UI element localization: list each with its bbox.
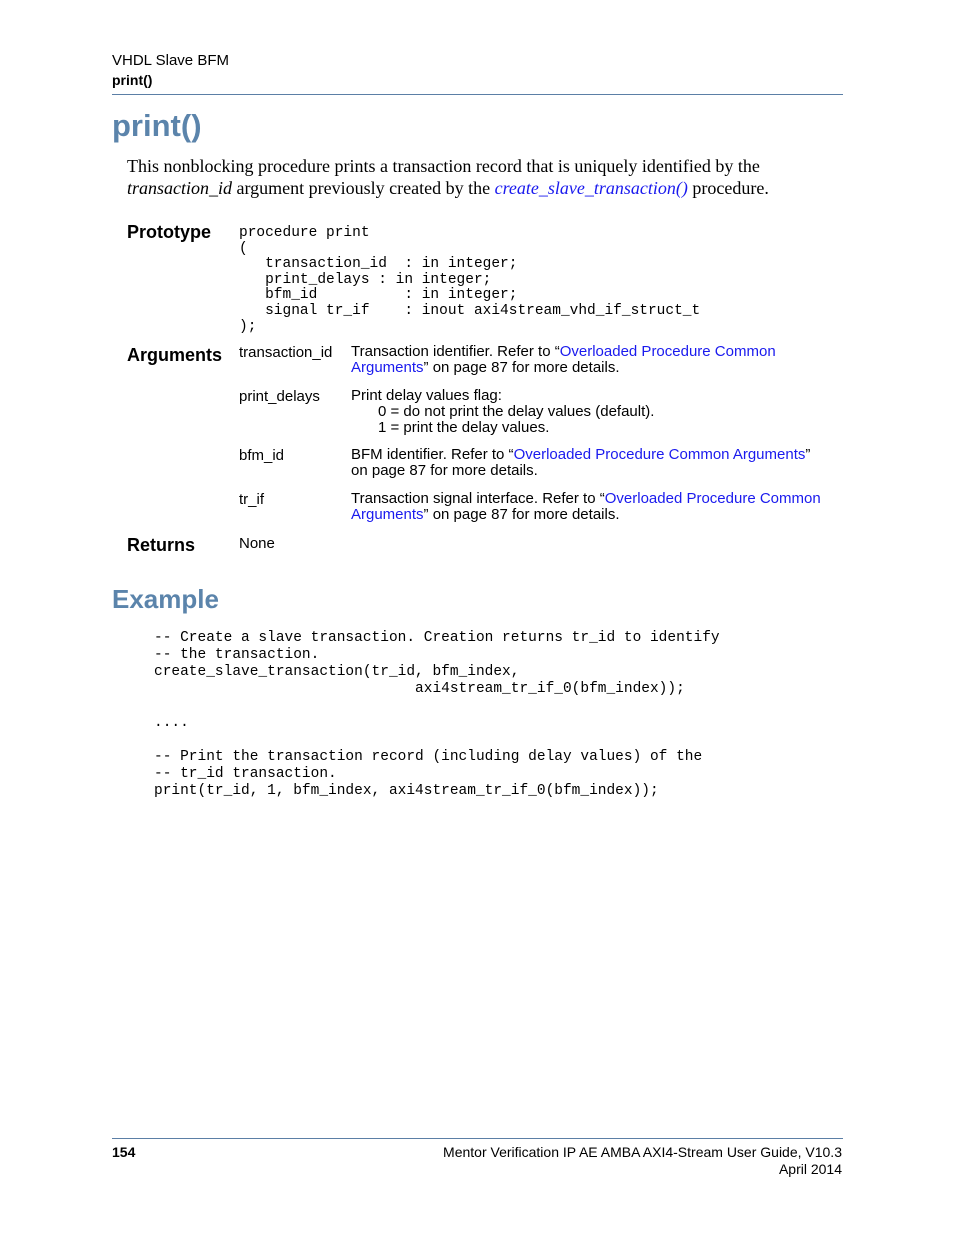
returns-value: None	[239, 535, 275, 552]
intro-paragraph: This nonblocking procedure prints a transaction record that is uniquely identified by the transaction_id argument previously created by the create_slave_transaction() procedure.	[127, 156, 769, 198]
prototype-label: Prototype	[127, 222, 212, 242]
footer-doc-title: Mentor Verification IP AE AMBA AXI4-Stream User Guide, V10.3	[443, 1144, 842, 1160]
arguments-label: Arguments	[127, 345, 223, 365]
header-divider	[112, 94, 843, 95]
arg-desc-tr-if: Transaction signal interface. Refer to “Overloaded Procedure Common Arguments” on page 87 for more details.	[351, 490, 821, 523]
prototype-code: procedure print ( transaction_id : in integer; print_delays : in integer; bfm_id : in integer; signal tr_if : inout axi4stream_vhd_if_struct_t );	[239, 225, 701, 335]
footer-doc-info	[443, 1144, 842, 1178]
running-header-topic: print()	[112, 72, 153, 88]
arg-name-bfm-id: bfm_id	[239, 447, 285, 464]
arg-name-transaction-id: transaction_id	[239, 344, 333, 361]
example-code: -- Create a slave transaction. Creation returns tr_id to identify -- the transaction. create_slave_transaction(tr_id, bfm_index, axi4stream_tr_if_0(bfm_index)); .... -- Print the transaction record (including delay values) of the -- tr_id transaction. print(tr_id, 1, bfm_index, axi4stream_tr_if_0(bfm_index));	[154, 630, 720, 799]
overloaded-args-link[interactable]: Overloaded Procedure Common	[604, 490, 821, 507]
page-number: 154	[112, 1144, 136, 1160]
arg-desc-bfm-id: BFM identifier. Refer to “Overloaded Procedure Common Arguments” on page 87 for more details.	[351, 446, 811, 479]
overloaded-args-link[interactable]: Overloaded Procedure Common	[559, 343, 776, 360]
arg-desc-print-delays: Print delay values flag: 0 = do not print the delay values (default). 1 = print the delay values.	[351, 387, 655, 436]
arg-name-tr-if: tr_if	[239, 491, 265, 508]
footer-date: April 2014	[778, 1161, 842, 1177]
overloaded-args-link[interactable]: Arguments	[351, 359, 424, 376]
arg-desc-transaction-id: Transaction identifier. Refer to “Overloaded Procedure Common Arguments” on page 87 for more details.	[351, 343, 776, 376]
running-header-section: VHDL Slave BFM	[112, 52, 229, 69]
intro-arg: transaction_id	[127, 178, 233, 198]
create-slave-transaction-link[interactable]: create_slave_transaction()	[494, 178, 688, 198]
overloaded-args-link[interactable]: Overloaded Procedure Common Arguments	[513, 446, 806, 463]
overloaded-args-link[interactable]: Arguments	[351, 506, 424, 523]
footer-divider	[112, 1138, 843, 1139]
page-title: print()	[112, 108, 202, 143]
example-heading: Example	[112, 584, 219, 614]
returns-label: Returns	[127, 535, 196, 555]
arg-name-print-delays: print_delays	[239, 388, 320, 405]
